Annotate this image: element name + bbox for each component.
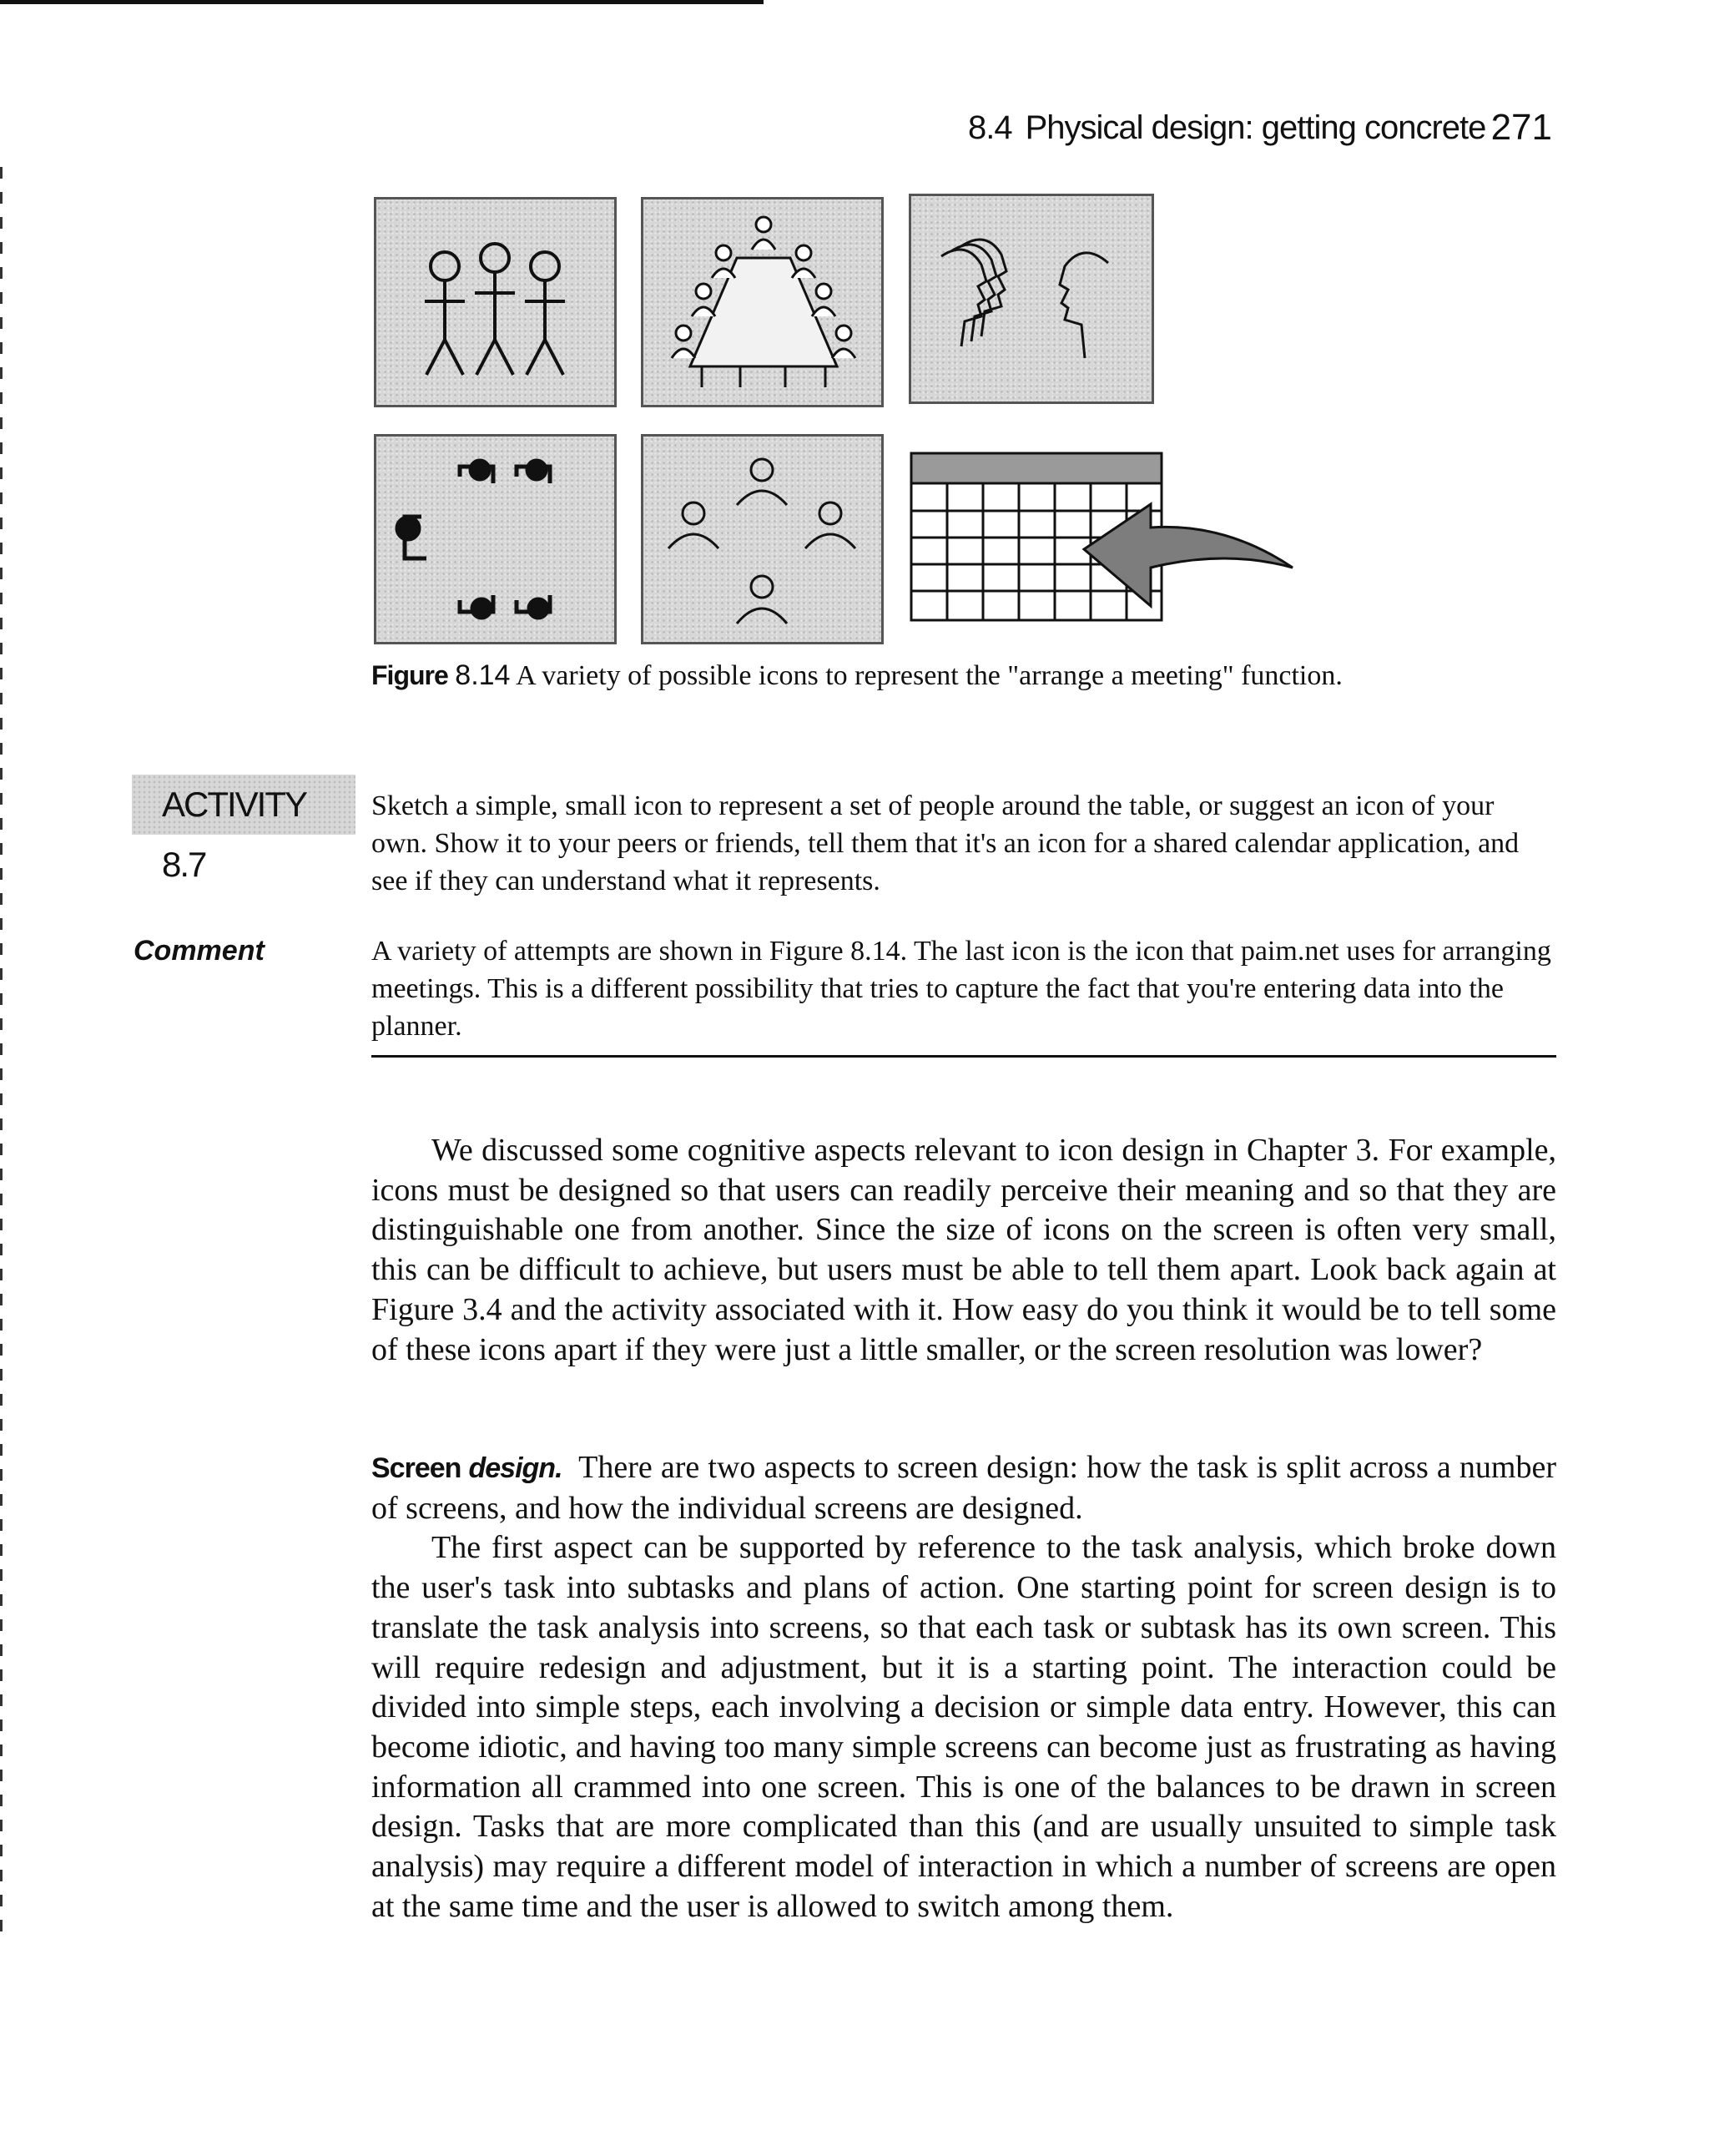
people-heads-icon (641, 434, 884, 644)
body-paragraph-2 (371, 1448, 1556, 1926)
figure-number: 8.14 (455, 659, 511, 691)
page-number: 271 (1490, 107, 1552, 148)
activity-text: Sketch a simple, small icon to represent a set of people around the table, or suggest an icon of your own. Show it to your peers or friends, tell them that it's an icon for a shared calendar application, and see if they can understand what it represents. (371, 790, 1520, 896)
figure-caption (371, 659, 1556, 692)
faces-profile-icon (909, 194, 1154, 404)
figure-caption-text: A variety of possible icons to represent the "arrange a meeting" function. (516, 660, 1343, 691)
comment-text: A variety of attempts are shown in Figure 8.14. The last icon is the icon that paim.net uses for arranging meetings. This is a different possibility that tries to capture the fact that you're entering data into the planner. (371, 936, 1551, 1042)
runin-heading-word-2: design. (468, 1452, 562, 1484)
runin-heading (371, 1452, 562, 1484)
runin-heading-word-1: Screen (371, 1452, 461, 1484)
meeting-table-icon (641, 197, 884, 407)
section-title: Physical design: getting concrete (1025, 109, 1486, 146)
body-paragraph-3: The first aspect can be supported by reference to the task analysis, which broke down the user's task into subtasks and plans of action. One starting point for screen design is to translate the task analysis into screens, so that each task or subtask has its own screen. This will require redesign and adjustment, but it is a starting point. The interaction could be divided into simple steps, each involving a decision or simple data entry. However, this can become idiotic, and having too many simple screens can become just as frustrating as having information all crammed into one screen. This is one of the balances to be drawn in screen design. Tasks that are more complicated than this (and are usually unsuited to simple task analysis) may require a different model of interaction in which a number of screens are open at the same time and the user is allowed to switch among them. (371, 1530, 1556, 1924)
body-paragraph-2-text: There are two aspects to screen design: how the task is split across a number of screens, and how the individual screens are designed. (371, 1450, 1556, 1526)
stick-figures-icon (374, 197, 617, 407)
seated-around-table-icon (374, 434, 617, 644)
figure-label: Figure (371, 660, 448, 690)
running-header (968, 107, 1552, 149)
section-number: 8.4 (968, 109, 1012, 146)
activity-badge: ACTIVITY 8.7 (132, 775, 355, 835)
calendar-arrow-icon (909, 451, 1301, 626)
section-divider (371, 1055, 1556, 1058)
page-edge-marks (0, 167, 3, 1936)
comment-label: Comment (134, 935, 265, 967)
body-paragraph-1: We discussed some cognitive aspects relevant to icon design in Chapter 3. For example, icons must be designed so that users can readily perceive their meaning and so that they are distinguishable one from another. Since the size of icons on the screen is often very small, this can be difficult to achieve, but users must be able to tell them apart. Look back again at Figure 3.4 and the activity associated with it. How easy do you think it would be to tell some of these icons apart if they were just a little smaller, or the screen resolution was lower? (371, 1133, 1556, 1367)
top-rule (0, 0, 764, 4)
